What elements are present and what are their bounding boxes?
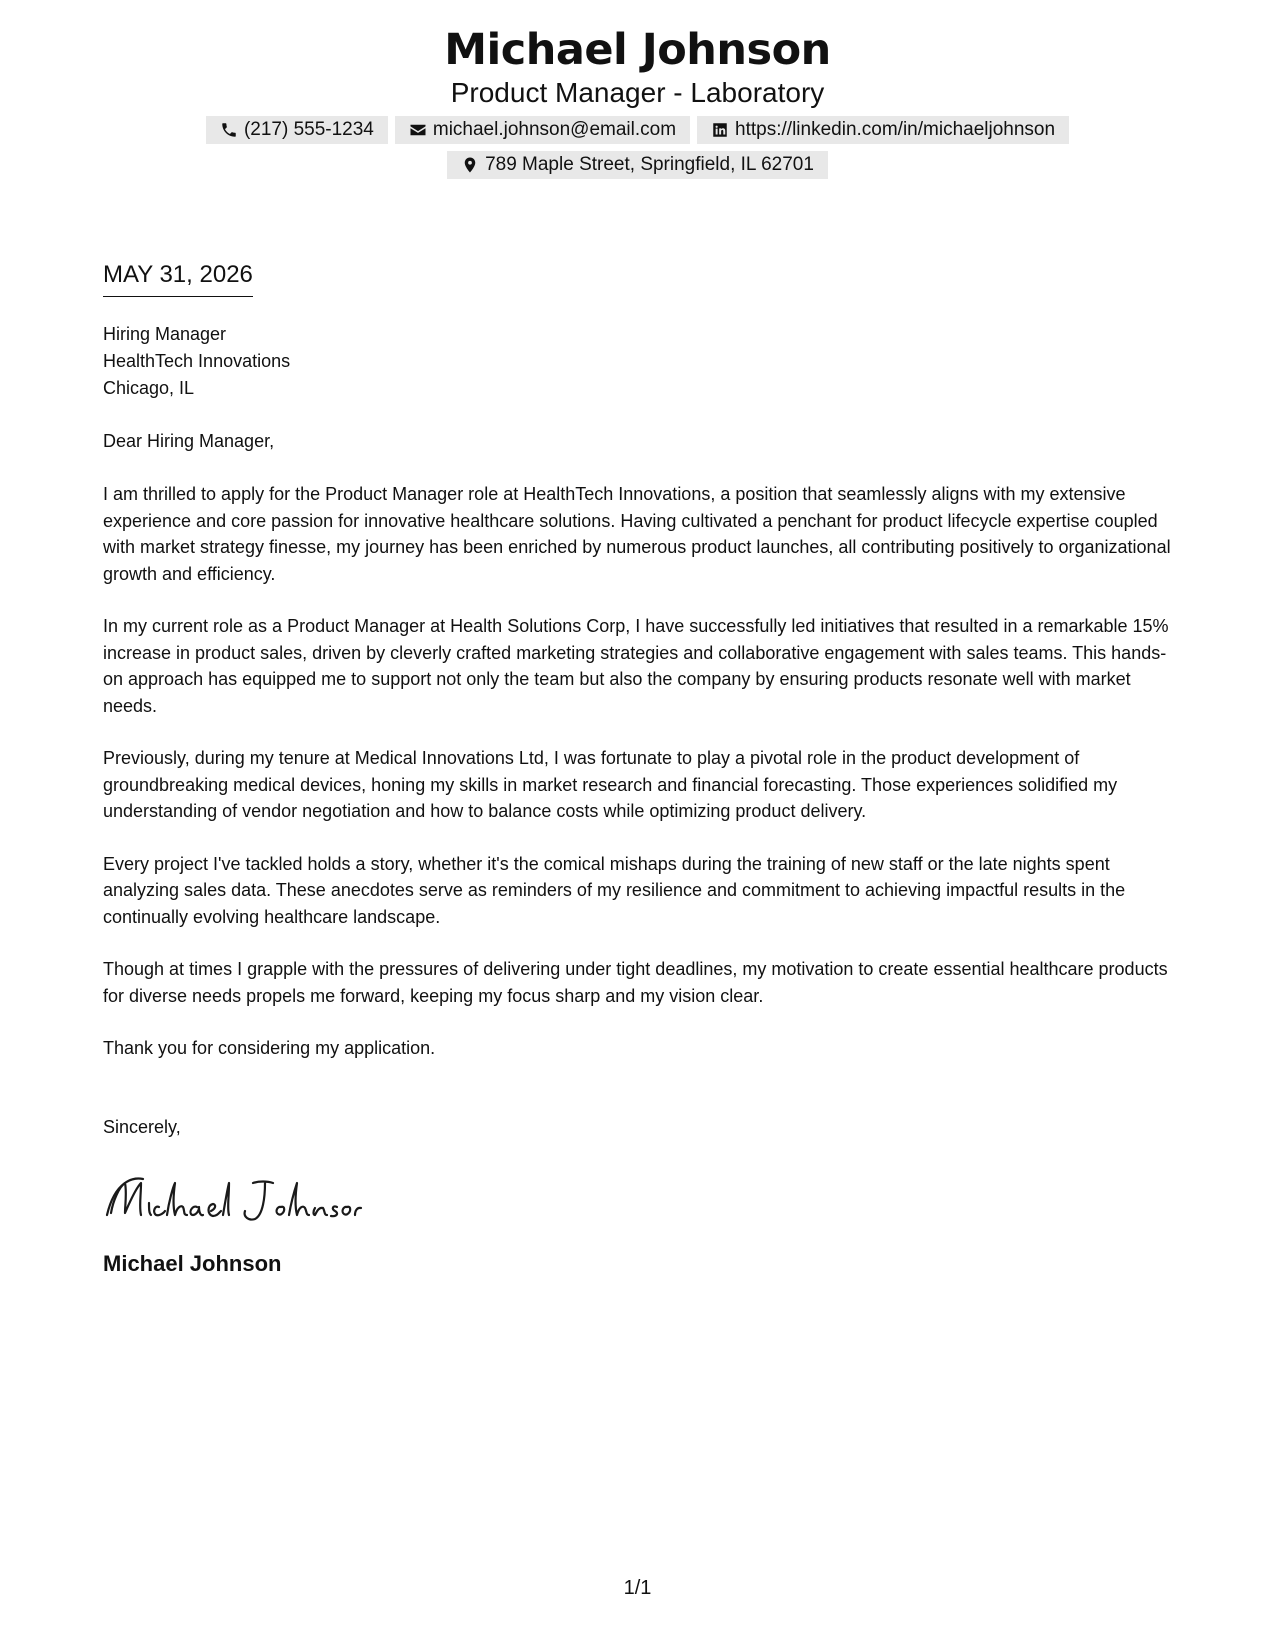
contact-row-secondary	[0, 151, 1275, 179]
email-text: michael.johnson@email.com	[432, 119, 677, 140]
contact-address	[447, 151, 828, 179]
contact-row-primary	[0, 116, 1275, 144]
linkedin-icon	[711, 121, 729, 139]
body-paragraph: Previously, during my tenure at Medical Innovations Ltd, I was fortunate to play a pivotal role in the product development of groundbreaking medical devices, honing my skills in market research and financial forecasting. Those experiences solidified my understanding of vendor negotiation and how to balance costs while optimizing product delivery.	[103, 748, 1118, 821]
recipient-name: Hiring Manager	[103, 324, 227, 344]
recipient-company: HealthTech Innovations	[103, 351, 291, 371]
recipient-location: Chicago, IL	[103, 378, 195, 398]
body-paragraph: Though at times I grapple with the pressures of delivering under tight deadlines, my motivation to create essential healthcare products for diverse needs propels me forward, keeping my focus sharp and my vision clear.	[103, 959, 1168, 1006]
letter-date: MAY 31, 2026	[103, 258, 253, 297]
phone-icon	[220, 121, 238, 139]
contact-email[interactable]	[395, 116, 690, 144]
applicant-job-title: Product Manager - Laboratory	[450, 77, 825, 108]
map-marker-icon	[461, 156, 479, 174]
body-paragraph: I am thrilled to apply for the Product Manager role at HealthTech Innovations, a position that seamlessly aligns with my extensive experience and core passion for innovative healthcare solutions. Having cultivated a penchant for product lifecycle expertise coupled with market strategy finesse, my journey has been enriched by numerous product launches, all contributing positively to organizational growth and efficiency.	[103, 484, 1171, 584]
body-paragraph: Thank you for considering my application.	[103, 1038, 436, 1058]
handwritten-signature	[103, 1171, 1183, 1227]
letter-header	[0, 24, 1275, 186]
closing: Sincerely,	[103, 1116, 181, 1137]
recipient-block	[103, 321, 1183, 402]
page-number: 1/1	[623, 1577, 652, 1599]
address-text: 789 Maple Street, Springfield, IL 62701	[485, 154, 814, 175]
letter-body	[103, 258, 1183, 1279]
applicant-name: Michael Johnson	[444, 25, 831, 75]
linkedin-text: https://linkedin.com/in/michaeljohnson	[735, 119, 1056, 140]
contact-phone	[206, 116, 388, 144]
contact-linkedin[interactable]	[697, 116, 1069, 144]
body-paragraph: Every project I've tackled holds a story, whether it's the comical mishaps during the training of new staff or the late nights spent analyzing sales data. These anecdotes serve as reminders of my resilience and commitment to achieving impactful results in the continually evolving healthcare landscape.	[103, 853, 1126, 927]
envelope-icon	[409, 121, 427, 139]
signer-name: Michael Johnson	[103, 1250, 282, 1276]
phone-text: (217) 555-1234	[243, 119, 374, 140]
body-paragraph: In my current role as a Product Manager at Health Solutions Corp, I have successfully led initiatives that resulted in a remarkable 15% increase in product sales, driven by cleverly crafted marketing strategies and collaborative engagement with sales teams. This hands-on approach has equipped me to support not only the team but also the company by ensuring products resonate well with market needs.	[103, 616, 1169, 716]
salutation: Dear Hiring Manager,	[103, 431, 275, 451]
